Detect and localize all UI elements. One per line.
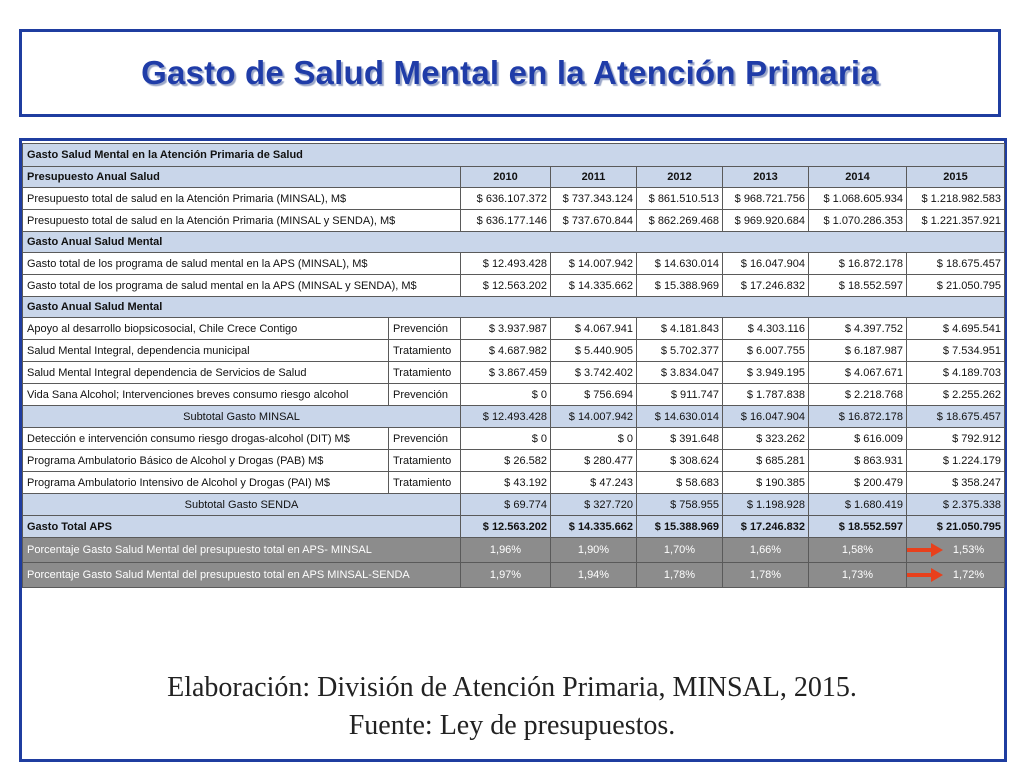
row-label: Gasto total de los programa de salud mental en la APS (MINSAL y SENDA), M$ [23,275,461,297]
value-cell: $ 792.912 [907,428,1005,450]
row-label: Gasto total de los programa de salud mental en la APS (MINSAL), M$ [23,253,461,275]
total-label: Gasto Total APS [23,516,461,538]
program-row [23,472,1005,494]
value-cell: $ 861.510.513 [637,188,723,210]
percentage-label: Porcentaje Gasto Salud Mental del presupuesto total en APS MINSAL-SENDA [23,563,461,588]
value-cell: $ 18.675.457 [907,253,1005,275]
value-cell: $ 756.694 [551,384,637,406]
percentage-value: 1,53% [907,538,1005,563]
value-cell: $ 1.680.419 [809,494,907,516]
percentage-value: 1,90% [551,538,637,563]
value-cell: $ 280.477 [551,450,637,472]
year-header: 2010 [461,167,551,188]
program-type: Tratamiento [389,472,461,494]
value-cell: $ 15.388.969 [637,275,723,297]
value-cell: $ 69.774 [461,494,551,516]
program-type: Tratamiento [389,450,461,472]
value-cell: $ 47.243 [551,472,637,494]
value-cell: $ 862.269.468 [637,210,723,232]
value-cell: $ 758.955 [637,494,723,516]
subtotal-label: Subtotal Gasto MINSAL [23,406,461,428]
value-cell: $ 43.192 [461,472,551,494]
value-cell: $ 14.007.942 [551,253,637,275]
value-cell: $ 14.630.014 [637,406,723,428]
budget-table-container [22,143,1004,588]
percentage-row [23,538,1005,563]
value-cell: $ 17.246.832 [723,516,809,538]
value-cell: $ 0 [551,428,637,450]
value-cell: $ 12.563.202 [461,275,551,297]
program-type: Prevención [389,428,461,450]
value-cell: $ 4.067.671 [809,362,907,384]
percentage-value: 1,94% [551,563,637,588]
section-header-row [23,232,1005,253]
value-cell: $ 14.335.662 [551,275,637,297]
value-cell: $ 14.007.942 [551,406,637,428]
value-cell: $ 0 [461,384,551,406]
value-cell: $ 1.218.982.583 [907,188,1005,210]
value-cell: $ 16.872.178 [809,406,907,428]
percentage-value: 1,73% [809,563,907,588]
value-cell: $ 911.747 [637,384,723,406]
percentage-value: 1,72% [907,563,1005,588]
table-caption-row [23,144,1005,167]
value-cell: $ 4.397.752 [809,318,907,340]
program-row [23,318,1005,340]
right-arrow-icon [907,568,944,582]
value-cell: $ 14.335.662 [551,516,637,538]
program-label: Programa Ambulatorio Básico de Alcohol y Drogas (PAB) M$ [23,450,389,472]
value-cell: $ 4.181.843 [637,318,723,340]
year-header: 2011 [551,167,637,188]
value-cell: $ 6.187.987 [809,340,907,362]
value-cell: $ 3.742.402 [551,362,637,384]
percentage-value: 1,78% [637,563,723,588]
value-cell: $ 26.582 [461,450,551,472]
value-cell: $ 190.385 [723,472,809,494]
percentage-label: Porcentaje Gasto Salud Mental del presupuesto total en APS- MINSAL [23,538,461,563]
value-cell: $ 16.047.904 [723,406,809,428]
program-type: Prevención [389,384,461,406]
value-cell: $ 12.563.202 [461,516,551,538]
mental-health-budget-table [22,143,1005,588]
right-arrow-icon [907,543,944,557]
value-cell: $ 18.675.457 [907,406,1005,428]
table-body [23,144,1005,588]
value-cell: $ 3.949.195 [723,362,809,384]
value-cell: $ 7.534.951 [907,340,1005,362]
value-cell: $ 1.198.928 [723,494,809,516]
value-cell: $ 2.255.262 [907,384,1005,406]
value-cell: $ 636.177.146 [461,210,551,232]
value-cell: $ 323.262 [723,428,809,450]
percentage-value: 1,96% [461,538,551,563]
footer-fuente: Fuente: Ley de presupuestos. [348,710,676,741]
subtotal-row [23,494,1005,516]
percentage-value: 1,66% [723,538,809,563]
value-cell: $ 4.695.541 [907,318,1005,340]
value-cell: $ 17.246.832 [723,275,809,297]
program-label: Programa Ambulatorio Intensivo de Alcohol y Drogas (PAI) M$ [23,472,389,494]
title-frame [19,29,1001,117]
value-cell: $ 14.630.014 [637,253,723,275]
value-cell: $ 4.687.982 [461,340,551,362]
value-cell: $ 3.937.987 [461,318,551,340]
table-header-row [23,167,1005,188]
value-cell: $ 1.224.179 [907,450,1005,472]
value-cell: $ 3.834.047 [637,362,723,384]
footer-elaboracion: Elaboración: División de Atención Primaria, MINSAL, 2015. [167,672,857,703]
total-row [23,516,1005,538]
value-cell: $ 16.047.904 [723,253,809,275]
value-cell: $ 968.721.756 [723,188,809,210]
value-cell: $ 737.670.844 [551,210,637,232]
value-cell: $ 1.068.605.934 [809,188,907,210]
program-label: Vida Sana Alcohol; Intervenciones breves consumo riesgo alcohol [23,384,389,406]
value-cell: $ 1.221.357.921 [907,210,1005,232]
header-label: Presupuesto Anual Salud [23,167,461,188]
value-cell: $ 2.375.338 [907,494,1005,516]
year-header: 2013 [723,167,809,188]
value-cell: $ 21.050.795 [907,516,1005,538]
section-header-row [23,297,1005,318]
program-label: Detección e intervención consumo riesgo drogas-alcohol (DIT) M$ [23,428,389,450]
section-label: Gasto Anual Salud Mental [23,297,1005,318]
value-cell: $ 0 [461,428,551,450]
row-label: Presupuesto total de salud en la Atención Primaria (MINSAL y SENDA), M$ [23,210,461,232]
program-row [23,450,1005,472]
value-cell: $ 1.070.286.353 [809,210,907,232]
mental-row [23,275,1005,297]
row-label: Presupuesto total de salud en la Atención Primaria (MINSAL), M$ [23,188,461,210]
value-cell: $ 58.683 [637,472,723,494]
value-cell: $ 21.050.795 [907,275,1005,297]
percentage-value: 1,97% [461,563,551,588]
value-cell: $ 12.493.428 [461,253,551,275]
value-cell: $ 200.479 [809,472,907,494]
percentage-value: 1,70% [637,538,723,563]
value-cell: $ 391.648 [637,428,723,450]
value-cell: $ 16.872.178 [809,253,907,275]
value-cell: $ 1.787.838 [723,384,809,406]
year-header: 2014 [809,167,907,188]
budget-row [23,188,1005,210]
subtotal-row [23,406,1005,428]
value-cell: $ 358.247 [907,472,1005,494]
value-cell: $ 685.281 [723,450,809,472]
program-label: Salud Mental Integral dependencia de Servicios de Salud [23,362,389,384]
program-row [23,384,1005,406]
budget-row [23,210,1005,232]
program-type: Prevención [389,318,461,340]
value-cell: $ 15.388.969 [637,516,723,538]
percentage-value: 1,78% [723,563,809,588]
program-type: Tratamiento [389,362,461,384]
value-cell: $ 616.009 [809,428,907,450]
value-cell: $ 2.218.768 [809,384,907,406]
percentage-value: 1,58% [809,538,907,563]
program-type: Tratamiento [389,340,461,362]
subtotal-label: Subtotal Gasto SENDA [23,494,461,516]
program-row [23,428,1005,450]
value-cell: $ 969.920.684 [723,210,809,232]
value-cell: $ 4.303.116 [723,318,809,340]
percentage-row [23,563,1005,588]
value-cell: $ 636.107.372 [461,188,551,210]
year-header: 2012 [637,167,723,188]
program-label: Salud Mental Integral, dependencia municipal [23,340,389,362]
value-cell: $ 6.007.755 [723,340,809,362]
value-cell: $ 863.931 [809,450,907,472]
value-cell: $ 308.624 [637,450,723,472]
value-cell: $ 18.552.597 [809,516,907,538]
value-cell: $ 4.189.703 [907,362,1005,384]
section-label: Gasto Anual Salud Mental [23,232,1005,253]
value-cell: $ 4.067.941 [551,318,637,340]
program-row [23,362,1005,384]
value-cell: $ 5.702.377 [637,340,723,362]
value-cell: $ 18.552.597 [809,275,907,297]
value-cell: $ 3.867.459 [461,362,551,384]
program-row [23,340,1005,362]
value-cell: $ 737.343.124 [551,188,637,210]
year-header: 2015 [907,167,1005,188]
table-caption: Gasto Salud Mental en la Atención Primaria de Salud [23,144,1005,167]
value-cell: $ 5.440.905 [551,340,637,362]
value-cell: $ 327.720 [551,494,637,516]
value-cell: $ 12.493.428 [461,406,551,428]
program-label: Apoyo al desarrollo biopsicosocial, Chile Crece Contigo [23,318,389,340]
slide-title: Gasto de Salud Mental en la Atención Primaria [141,54,879,91]
mental-row [23,253,1005,275]
